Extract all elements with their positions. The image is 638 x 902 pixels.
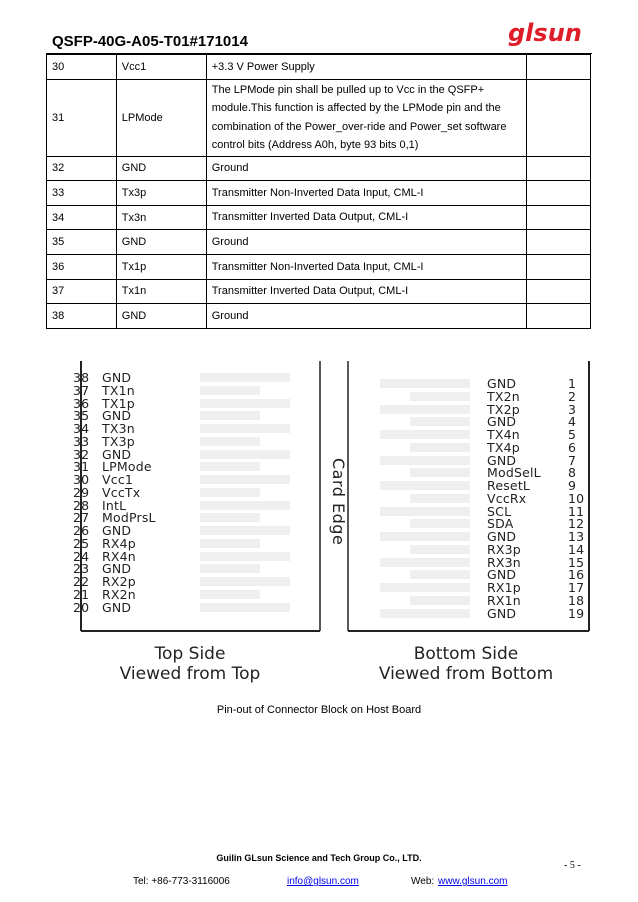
right-pin-contact	[380, 532, 470, 541]
pin-description-cell: Ground	[206, 230, 527, 255]
right-pin-contact	[380, 481, 470, 490]
left-pin-signal: ModPrsL	[102, 510, 156, 526]
left-pin-number: 35	[73, 408, 90, 424]
figure-caption: Pin-out of Connector Block on Host Board	[216, 704, 422, 716]
bottom-side-title: Bottom Side	[413, 644, 519, 664]
top-side-label	[110, 644, 270, 684]
left-pin-number: 27	[73, 510, 90, 526]
right-pin-signal: GND	[487, 414, 517, 430]
left-pin-contact	[200, 386, 260, 395]
footer-web-label: Web:	[411, 876, 435, 887]
right-pin-contact	[410, 519, 470, 528]
left-pin-signal: GND	[102, 370, 132, 385]
right-pin-signal: GND	[487, 605, 517, 621]
left-pin-signal: TX3p	[102, 433, 135, 449]
pin-number-cell: 31	[47, 79, 117, 156]
table-row	[47, 205, 591, 230]
pin-symbol-cell: GND	[116, 230, 206, 255]
right-pin-contact	[410, 494, 470, 503]
right-pin-signal: SDA	[487, 516, 514, 532]
table-row	[47, 181, 591, 206]
table-row	[47, 254, 591, 279]
left-pin-contact	[200, 475, 290, 484]
left-pin-number: 34	[73, 421, 90, 436]
pin-number-cell: 33	[47, 181, 117, 206]
ref-cell	[527, 304, 591, 329]
pin-description-cell: Transmitter Non-Inverted Data Input, CML-I	[206, 181, 527, 206]
top-side-title: Top Side	[154, 644, 226, 664]
footer-web-link[interactable]: www.glsun.com	[438, 876, 508, 887]
pin-symbol-cell: Vcc1	[116, 55, 206, 80]
left-pin-contact	[200, 373, 290, 382]
document-title: QSFP-40G-A05-T01#171014	[52, 33, 248, 50]
page-number: - 5 -	[564, 860, 581, 871]
left-pin-contact	[200, 399, 290, 408]
pin-description-cell: Transmitter Inverted Data Output, CML-I	[206, 205, 527, 230]
left-pin-contact	[200, 462, 260, 471]
right-pin-number: 12	[568, 516, 585, 532]
right-pin-contact	[380, 507, 470, 516]
ref-cell	[527, 279, 591, 304]
left-pin-contact	[200, 501, 290, 510]
right-pin-number: 2	[568, 388, 577, 404]
pin-symbol-cell: GND	[116, 156, 206, 181]
right-pin-signal: TX4p	[487, 439, 520, 455]
left-pin-number: 37	[73, 382, 90, 398]
right-pin-number: 13	[568, 529, 585, 544]
pin-number-cell: 38	[47, 304, 117, 329]
right-pin-contact	[410, 443, 470, 452]
pin-symbol-cell: Tx3n	[116, 205, 206, 230]
left-pin-contact	[200, 488, 260, 497]
pin-symbol-cell: LPMode	[116, 79, 206, 156]
pin-number-cell: 32	[47, 156, 117, 181]
left-pin-number: 33	[73, 433, 90, 449]
pin-description-cell: Ground	[206, 304, 527, 329]
pin-number-cell: 34	[47, 205, 117, 230]
right-pin-contact	[380, 609, 470, 618]
right-pin-signal: RX3p	[487, 541, 521, 557]
left-pin-signal: RX2p	[102, 574, 136, 589]
left-pin-number: 20	[73, 599, 90, 615]
pin-description-cell: Transmitter Non-Inverted Data Input, CML-I	[206, 254, 527, 279]
right-pin-contact	[410, 545, 470, 554]
right-pin-signal: VccRx	[487, 490, 527, 506]
right-pin-signal: TX2p	[487, 401, 520, 417]
right-pin-contact	[380, 583, 470, 592]
right-pin-signal: TX4n	[487, 427, 520, 442]
left-pin-number: 26	[73, 523, 90, 538]
ref-cell	[527, 79, 591, 156]
right-pin-number: 18	[568, 592, 585, 608]
pin-description-cell: Transmitter Inverted Data Output, CML-I	[206, 279, 527, 304]
ref-cell	[527, 254, 591, 279]
right-pin-contact	[380, 558, 470, 567]
left-pin-number: 29	[73, 484, 90, 500]
right-pin-contact	[380, 456, 470, 465]
pin-number-cell: 37	[47, 279, 117, 304]
left-pin-number: 38	[73, 370, 90, 385]
pin-number-cell: 30	[47, 55, 117, 80]
right-pin-number: 6	[568, 439, 577, 455]
right-pin-number: 9	[568, 478, 577, 493]
bottom-side-label	[376, 644, 556, 684]
left-pin-contact	[200, 424, 290, 433]
footer-email-link[interactable]: info@glsun.com	[287, 876, 359, 887]
glsun-logo	[506, 20, 592, 53]
pin-symbol-cell: Tx3p	[116, 181, 206, 206]
left-pin-contact	[200, 526, 290, 535]
right-pin-signal: RX1n	[487, 592, 521, 608]
ref-cell	[527, 181, 591, 206]
right-pin-signal: GND	[487, 376, 517, 391]
footer-company: Guilin GLsun Science and Tech Group Co., LTD.	[216, 853, 422, 863]
left-pin-signal: GND	[102, 523, 132, 538]
right-pin-contact	[380, 430, 470, 439]
left-pin-signal: TX1n	[102, 382, 135, 398]
right-pin-number: 10	[568, 490, 585, 506]
pin-description-cell: The LPMode pin shall be pulled up to Vcc in the QSFP+ module.This function is affected by the LPMode pin and the combination of the Power_over-ride and Power_set software control bits (Address A0h, byte 93 bits 0,1)	[206, 79, 527, 156]
left-pin-number: 30	[73, 472, 90, 487]
right-pin-signal: RX1p	[487, 580, 521, 595]
left-pin-contact	[200, 450, 290, 459]
left-pin-signal: LPMode	[102, 459, 152, 475]
left-pin-contact	[200, 603, 290, 612]
table-row	[47, 279, 591, 304]
left-pin-signal: RX4p	[102, 535, 136, 551]
right-pin-signal: TX2n	[487, 388, 520, 404]
pin-symbol-cell: GND	[116, 304, 206, 329]
pin-description-cell: +3.3 V Power Supply	[206, 55, 527, 80]
left-pin-signal: GND	[102, 599, 132, 615]
left-pin-number: 23	[73, 561, 90, 577]
left-pin-number: 25	[73, 535, 90, 551]
left-pin-number: 24	[73, 548, 90, 564]
right-pin-number: 17	[568, 580, 585, 595]
left-pin-contact	[200, 513, 260, 522]
right-pin-contact	[410, 392, 470, 401]
right-pin-contact	[380, 379, 470, 388]
right-pin-signal: GND	[487, 567, 517, 583]
left-pin-signal: TX3n	[102, 421, 135, 436]
left-pin-signal: RX4n	[102, 548, 136, 564]
left-pin-signal: GND	[102, 446, 132, 462]
right-pin-number: 15	[568, 554, 585, 570]
pin-number-cell: 36	[47, 254, 117, 279]
right-pin-number: 1	[568, 376, 577, 391]
left-pin-signal: IntL	[102, 497, 127, 513]
left-pin-signal: VccTx	[102, 484, 141, 500]
footer-telephone: Tel: +86-773-3116006	[133, 876, 230, 887]
left-pin-contact	[200, 539, 260, 548]
left-pin-contact	[200, 577, 290, 586]
table-row	[47, 55, 591, 80]
table-row	[47, 79, 591, 156]
left-pin-signal: TX1p	[102, 395, 135, 411]
right-pin-signal: GND	[487, 452, 517, 468]
left-pin-contact	[200, 437, 260, 446]
left-pin-signal: RX2n	[102, 586, 136, 602]
right-pin-number: 8	[568, 465, 577, 481]
card-edge-label: Card Edge	[329, 458, 348, 546]
left-pin-contact	[200, 564, 260, 573]
top-side-subtitle: Viewed from Top	[119, 664, 261, 684]
pin-description-table	[46, 54, 591, 329]
left-pin-contact	[200, 552, 290, 561]
table-row	[47, 230, 591, 255]
right-pin-contact	[410, 596, 470, 605]
svg-text:glsun: glsun	[508, 20, 582, 47]
left-pin-number: 28	[73, 497, 90, 513]
right-pin-number: 4	[568, 414, 577, 430]
right-pin-number: 14	[568, 541, 585, 557]
right-pin-number: 7	[568, 452, 577, 468]
left-pin-signal: Vcc1	[102, 472, 134, 487]
right-pin-number: 3	[568, 401, 577, 417]
table-row	[47, 304, 591, 329]
pin-number-cell: 35	[47, 230, 117, 255]
ref-cell	[527, 230, 591, 255]
right-pin-number: 11	[568, 503, 585, 519]
right-pin-contact	[410, 417, 470, 426]
right-pin-signal: RX3n	[487, 554, 521, 570]
table-row	[47, 156, 591, 181]
left-pin-number: 36	[73, 395, 90, 411]
bottom-side-subtitle: Viewed from Bottom	[378, 664, 554, 684]
right-pin-number: 19	[568, 605, 585, 621]
pin-symbol-cell: Tx1n	[116, 279, 206, 304]
ref-cell	[527, 205, 591, 230]
left-pin-signal: GND	[102, 408, 132, 424]
left-pin-number: 21	[73, 586, 90, 602]
right-pin-number: 16	[568, 567, 585, 583]
left-pin-number: 32	[73, 446, 90, 462]
right-pin-signal: GND	[487, 529, 517, 544]
left-pin-contact	[200, 590, 260, 599]
right-pin-signal: ModSelL	[487, 465, 541, 481]
ref-cell	[527, 156, 591, 181]
right-pin-contact	[410, 468, 470, 477]
pin-symbol-cell: Tx1p	[116, 254, 206, 279]
pin-description-cell: Ground	[206, 156, 527, 181]
right-pin-contact	[380, 405, 470, 414]
right-pin-signal: SCL	[487, 503, 512, 519]
left-pin-contact	[200, 411, 260, 420]
right-pin-number: 5	[568, 427, 577, 442]
left-pin-number: 22	[73, 574, 90, 589]
ref-cell	[527, 55, 591, 80]
left-pin-number: 31	[73, 459, 90, 475]
right-pin-contact	[410, 570, 470, 579]
left-pin-signal: GND	[102, 561, 132, 577]
right-pin-signal: ResetL	[487, 478, 531, 493]
